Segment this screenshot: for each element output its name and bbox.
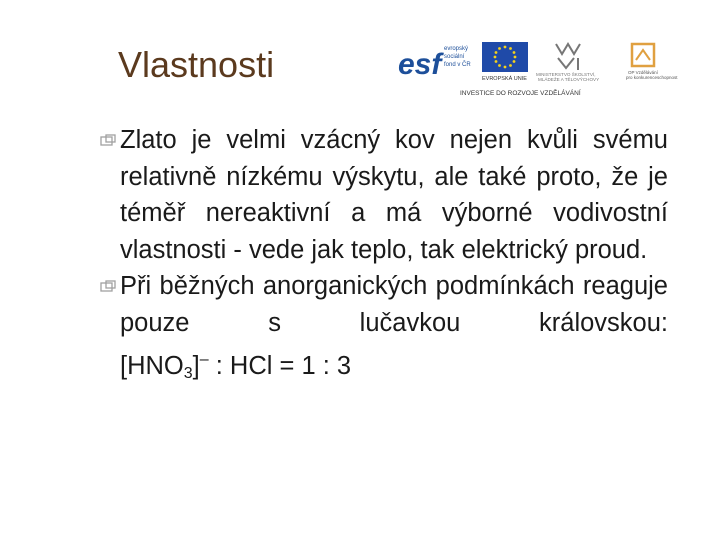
formula-superscript: – xyxy=(199,350,209,368)
op-caption-1: OP Vzdělávání xyxy=(628,70,658,75)
bullet-text-2: Při běžných anorganických podmínkách reaguje pouze s lučavkou královskou: xyxy=(120,272,668,337)
partner-logos xyxy=(396,38,692,100)
msmt-caption-2: MLÁDEŽE A TĚLOVÝCHOVY xyxy=(538,77,600,82)
msmt-logo xyxy=(536,44,599,82)
bullet-marker-icon xyxy=(100,134,116,148)
formula-subscript: 3 xyxy=(183,364,193,382)
logo-tagline: INVESTICE DO ROZVOJE VZDĚLÁVÁNÍ xyxy=(460,90,581,97)
bullet-text-1: Zlato je velmi vzácný kov nejen kvůli svému relativně nízkému výskytu, ale také proto, že je téměř nereaktivní a má výborné vodivostní vlastnosti - vede jak teplo, tak elektrický proud. xyxy=(120,126,668,264)
eu-flag-logo xyxy=(482,42,528,82)
esf-caption-2: sociální xyxy=(444,54,465,60)
bullet-item-2 xyxy=(100,268,668,392)
esf-caption-1: evropský xyxy=(444,46,469,52)
bullet-item-1 xyxy=(100,122,668,268)
formula-rest: : HCl = 1 : 3 xyxy=(208,351,352,380)
formula-open: [HNO xyxy=(120,351,184,380)
esf-logo xyxy=(398,40,471,81)
bullet-list xyxy=(100,122,668,392)
bullet-marker-icon xyxy=(100,280,116,294)
chemical-formula xyxy=(120,352,351,380)
slide-title: Vlastnosti xyxy=(118,44,275,85)
eu-caption: EVROPSKÁ UNIE xyxy=(482,76,527,82)
esf-caption-3: fond v ČR xyxy=(444,62,471,68)
msmt-caption-1: MINISTERSTVO ŠKOLSTVÍ, xyxy=(536,72,596,77)
op-logo xyxy=(626,44,678,80)
esf-logo-text: esf xyxy=(398,48,442,81)
op-caption-2: pro konkurenceschopnost xyxy=(626,75,678,80)
formula-close: ] xyxy=(192,351,200,380)
